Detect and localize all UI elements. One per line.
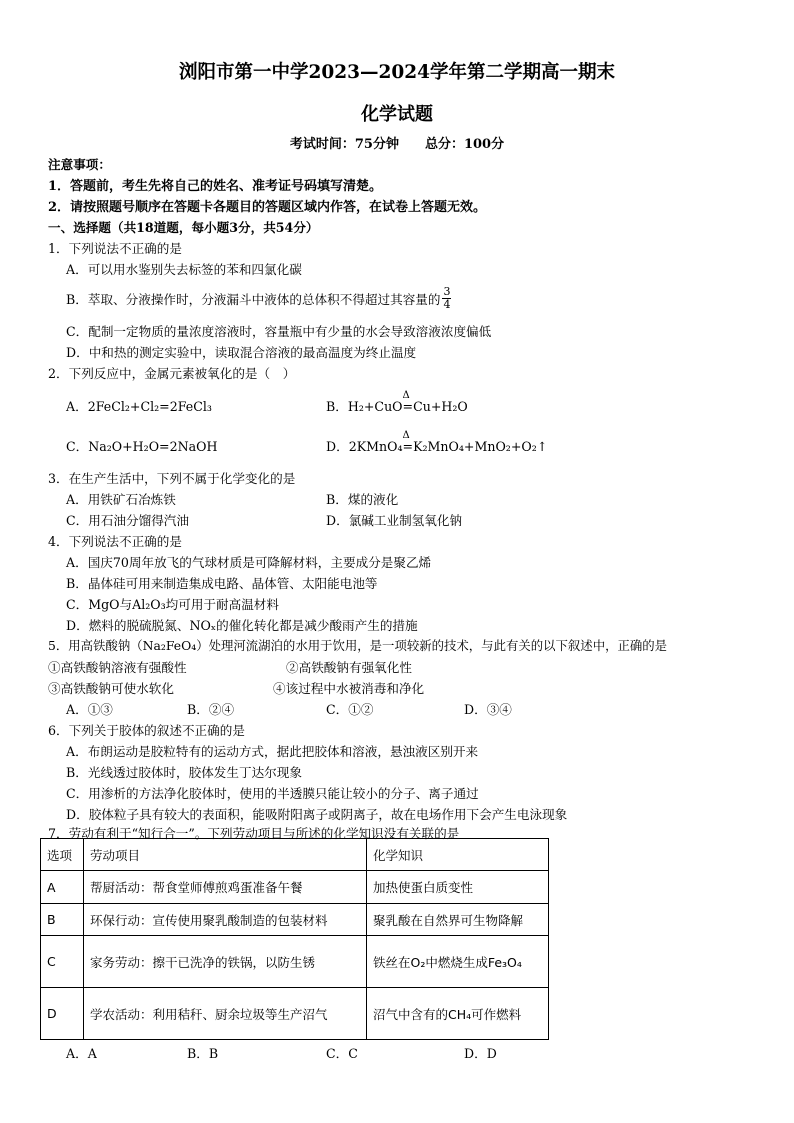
q2-option-b-post: Cu+H₂O	[413, 399, 468, 414]
table-header-cell: 劳动项目	[84, 839, 367, 871]
fraction-denominator: 4	[443, 297, 451, 311]
q3-stem: 3．在生产生活中，下列不属于化学变化的是	[48, 471, 296, 486]
q7-stem: 7．劳动有利于“知行合一”。下列劳动项目与所述的化学知识没有关联的是	[48, 826, 460, 841]
q1-stem: 1．下列说法不正确的是	[48, 241, 182, 256]
equals-sign: =	[402, 399, 414, 414]
notes-heading: 注意事项：	[48, 157, 111, 172]
q6-option-a: A．布朗运动是胶粒特有的运动方式，据此把胶体和溶液，悬浊液区别开来	[66, 744, 479, 759]
q1-option-a: A．可以用水鉴别失去标签的苯和四氯化碳	[66, 262, 302, 277]
q4-option-d: D．燃料的脱硫脱氮、NOₓ的催化转化都是减少酸雨产生的措施	[66, 618, 418, 633]
table-row	[41, 904, 549, 936]
q3-option-d: D．氯碱工业制氢氧化钠	[326, 513, 463, 528]
table-cell: 沼气中含有的CH₄可作燃料	[367, 988, 549, 1040]
table-header-cell: 选项	[41, 839, 84, 871]
q4-option-b: B．晶体硅可用来制造集成电路、晶体管、太阳能电池等	[66, 576, 378, 591]
exam-subtitle: 化学试题	[361, 104, 433, 125]
table-cell: 帮厨活动：帮食堂师傅煎鸡蛋准备午餐	[84, 871, 367, 904]
q2-option-d-post: K₂MnO₄+MnO₂+O₂↑	[413, 439, 548, 454]
q5-option-d: D．③④	[464, 702, 512, 717]
heat-equals	[402, 430, 414, 454]
q2-stem: 2．下列反应中，金属元素被氧化的是（ ）	[48, 366, 296, 381]
table-header-cell: 化学知识	[367, 839, 549, 871]
q5-option-c: C．①②	[326, 702, 374, 717]
q1-option-b	[66, 283, 451, 313]
section-heading: 一、选择题（共18道题，每小题3分，共54分）	[48, 220, 319, 235]
table-cell: 环保行动：宣传使用聚乳酸制造的包装材料	[84, 904, 367, 936]
q2-option-d	[326, 430, 548, 455]
q1-option-d: D．中和热的测定实验中，读取混合溶液的最高温度为终止温度	[66, 345, 417, 360]
table-cell: 加热使蛋白质变性	[367, 871, 549, 904]
q7-table	[40, 838, 549, 1040]
q5-statement-4: ④该过程中水被消毒和净化	[273, 681, 425, 696]
q7-option-c: C．C	[326, 1046, 358, 1061]
q2-option-b-pre: B．H₂+CuO	[326, 399, 403, 414]
table-cell: D	[41, 988, 84, 1040]
q6-stem: 6．下列关于胶体的叙述不正确的是	[48, 723, 245, 738]
q6-option-b: B．光线透过胶体时，胶体发生丁达尔现象	[66, 765, 302, 780]
q3-option-b: B．煤的液化	[326, 492, 399, 507]
exam-info: 考试时间：75分钟 总分：100分	[289, 137, 505, 152]
q1-option-b-fraction	[442, 286, 451, 311]
q5-stem: 5．用高铁酸钠（Na₂FeO₄）处理河流湖泊的水用于饮用，是一项较新的技术，与此有关的以下叙述中，正确的是	[48, 638, 668, 653]
q7-option-d: D．D	[464, 1046, 497, 1061]
table-row	[41, 936, 549, 988]
notes-item-2: 2．请按照题号顺序在答题卡各题目的答题区域内作答，在试卷上答题无效。	[48, 200, 487, 215]
q5-statement-3: ③高铁酸钠可使水软化	[48, 681, 174, 696]
heat-equals	[402, 390, 414, 414]
table-cell: B	[41, 904, 84, 936]
q5-statement-2: ②高铁酸钠有强氧化性	[286, 660, 412, 675]
notes-item-1: 1．答题前，考生先将自己的姓名、准考证号码填写清楚。	[48, 179, 383, 194]
q3-option-a: A．用铁矿石冶炼铁	[66, 492, 176, 507]
q4-stem: 4．下列说法不正确的是	[48, 534, 182, 549]
table-cell: 聚乳酸在自然界可生物降解	[367, 904, 549, 936]
heat-delta: Δ	[402, 390, 410, 401]
table-cell: 铁丝在O₂中燃烧生成Fe₃O₄	[367, 936, 549, 988]
q4-option-c: C．MgO与Al₂O₃均可用于耐高温材料	[66, 597, 279, 612]
table-cell: A	[41, 871, 84, 904]
q5-statement-1: ①高铁酸钠溶液有强酸性	[48, 660, 187, 675]
q6-option-c: C．用渗析的方法净化胶体时，使用的半透膜只能让较小的分子、离子通过	[66, 786, 479, 801]
table-row	[41, 988, 549, 1040]
table-cell: 家务劳动：擦干已洗净的铁锅，以防生锈	[84, 936, 367, 988]
heat-delta: Δ	[402, 430, 410, 441]
fraction-numerator: 3	[443, 284, 451, 298]
table-cell: C	[41, 936, 84, 988]
q2-option-c: C．Na₂O+H₂O=2NaOH	[66, 439, 218, 454]
table-row	[41, 871, 549, 904]
q5-option-a: A．①③	[66, 702, 113, 717]
q1-option-c: C．配制一定物质的量浓度溶液时，容量瓶中有少量的水会导致溶液浓度偏低	[66, 324, 492, 339]
table-header-row	[41, 839, 549, 871]
q2-option-d-pre: D．2KMnO₄	[326, 439, 403, 454]
table-cell: 学农活动：利用秸秆、厨余垃圾等生产沼气	[84, 988, 367, 1040]
q4-option-a: A．国庆70周年放飞的气球材质是可降解材料，主要成分是聚乙烯	[66, 555, 432, 570]
q3-option-c: C．用石油分馏得汽油	[66, 513, 189, 528]
q5-option-b: B．②④	[187, 702, 235, 717]
q6-option-d: D．胶体粒子具有较大的表面积，能吸附阳离子或阴离子，故在电场作用下会产生电泳现象	[66, 807, 568, 822]
q1-option-b-text: B．萃取、分液操作时，分液漏斗中液体的总体积不得超过其容量的	[66, 291, 441, 307]
q7-option-a: A．A	[66, 1046, 97, 1061]
q2-option-b	[326, 390, 468, 415]
exam-title: 浏阳市第一中学2023—2024学年第二学期高一期末	[179, 62, 615, 83]
equals-sign: =	[402, 439, 414, 454]
q2-option-a: A．2FeCl₂+Cl₂=2FeCl₃	[66, 399, 212, 414]
q7-option-b: B．B	[187, 1046, 219, 1061]
